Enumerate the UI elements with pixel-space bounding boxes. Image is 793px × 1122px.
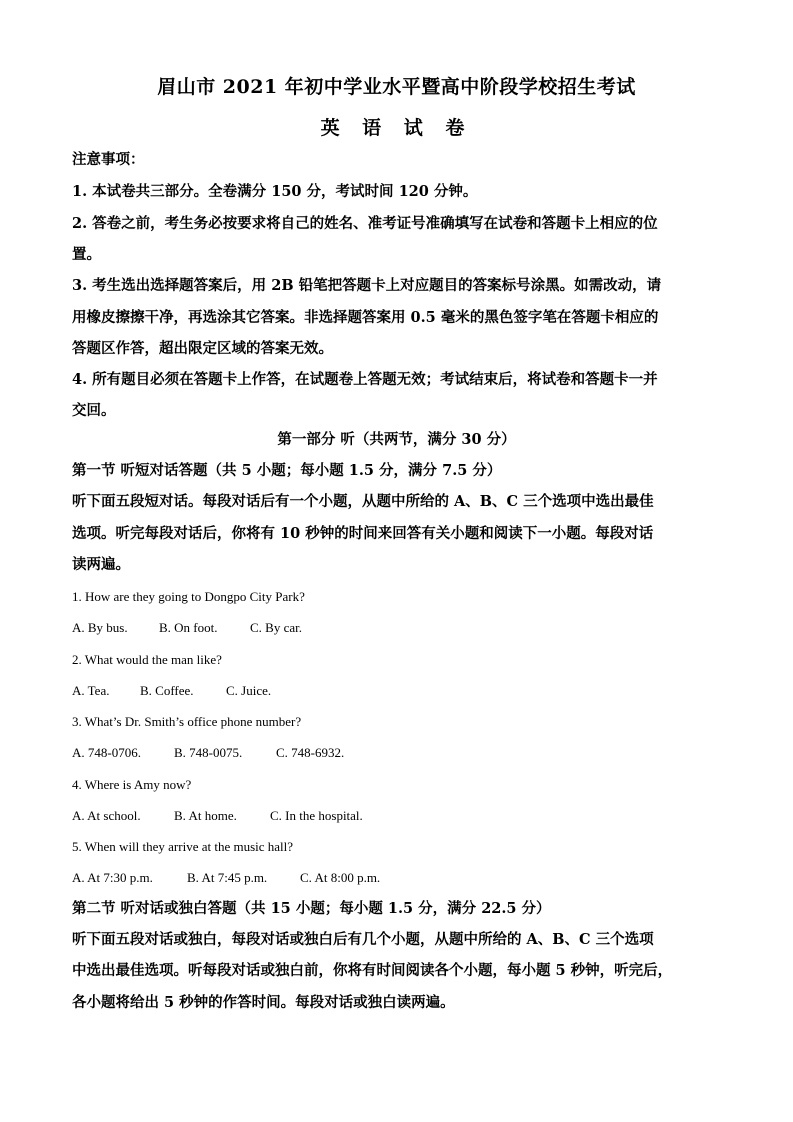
question-stem-1: 1. How are they going to Dongpo City Park? [72,589,305,604]
option-b: B. On foot. [159,620,218,635]
option-a: A. By bus. [72,620,128,635]
question-stem-4: 4. Where is Amy now? [72,777,192,792]
notice-line: 置。 [72,246,101,263]
section1-heading: 第一节 听短对话答题（共 5 小题；每小题 1.5 分，满分 7.5 分） [72,462,502,479]
option-a: A. At 7:30 p.m. [72,870,153,885]
question-options-1 [72,619,302,637]
question-options-2 [72,682,271,700]
notice-line: 交回。 [72,402,116,419]
option-b: B. Coffee. [140,683,194,698]
question-stem-2: 2. What would the man like? [72,652,222,667]
question-options-5 [72,869,380,887]
section1-instructions: 听下面五段短对话。每段对话后有一个小题，从题中所给的 A、B、C 三个选项中选出最佳 [72,493,654,510]
question-options-4 [72,807,363,825]
section2-instructions: 各小题将给出 5 秒钟的作答时间。每段对话或独白读两遍。 [72,994,455,1011]
question-options-3 [72,744,344,762]
notice-line: 3. 考生选出选择题答案后，用 2B 铅笔把答题卡上对应题目的答案标号涂黑。如需改动，请 [72,277,662,294]
option-c: C. Juice. [226,683,272,698]
notice-line: 4. 所有题目必须在答题卡上作答，在试题卷上答题无效；考试结束后，将试卷和答题卡一并 [72,371,658,388]
notice-line: 1. 本试卷共三部分。全卷满分 150 分，考试时间 120 分钟。 [72,183,478,200]
notice-line: 2. 答卷之前，考生务必按要求将自己的姓名、准考证号准确填写在试卷和答题卡上相应的位 [72,215,658,232]
notice-line: 答题区作答，超出限定区域的答案无效。 [72,340,333,357]
exam-subtitle: 英 语 试 卷 [320,117,473,139]
option-c: C. By car. [250,620,302,635]
exam-title: 眉山市 2021 年初中学业水平暨高中阶段学校招生考试 [157,76,636,98]
notice-line: 用橡皮擦擦干净，再选涂其它答案。非选择题答案用 0.5 毫米的黑色签字笔在答题卡相应的 [72,309,659,326]
option-b: B. At home. [174,808,237,823]
option-a: A. 748-0706. [72,745,141,760]
option-a: A. Tea. [72,683,110,698]
question-stem-3: 3. What’s Dr. Smith’s office phone number? [72,714,302,729]
section2-instructions: 中选出最佳选项。听每段对话或独白前，你将有时间阅读各个小题，每小题 5 秒钟，听完后， [72,962,673,979]
notice-heading: 注意事项： [72,151,145,168]
part1-heading: 第一部分 听（共两节，满分 30 分） [277,431,516,448]
section1-instructions: 读两遍。 [72,556,130,573]
section1-instructions: 选项。听完每段对话后，你将有 10 秒钟的时间来回答有关小题和阅读下一小题。每段对话 [72,525,654,542]
section2-instructions: 听下面五段对话或独白，每段对话或独白后有几个小题，从题中所给的 A、B、C 三个选项 [72,931,654,948]
option-b: B. At 7:45 p.m. [187,870,268,885]
section2-heading: 第二节 听对话或独白答题（共 15 小题；每小题 1.5 分，满分 22.5 分） [72,900,551,917]
option-a: A. At school. [72,808,141,823]
option-c: C. In the hospital. [270,808,363,823]
option-c: C. 748-6932. [276,745,345,760]
question-stem-5: 5. When will they arrive at the music hall? [72,839,294,854]
option-c: C. At 8:00 p.m. [300,870,381,885]
option-b: B. 748-0075. [174,745,243,760]
